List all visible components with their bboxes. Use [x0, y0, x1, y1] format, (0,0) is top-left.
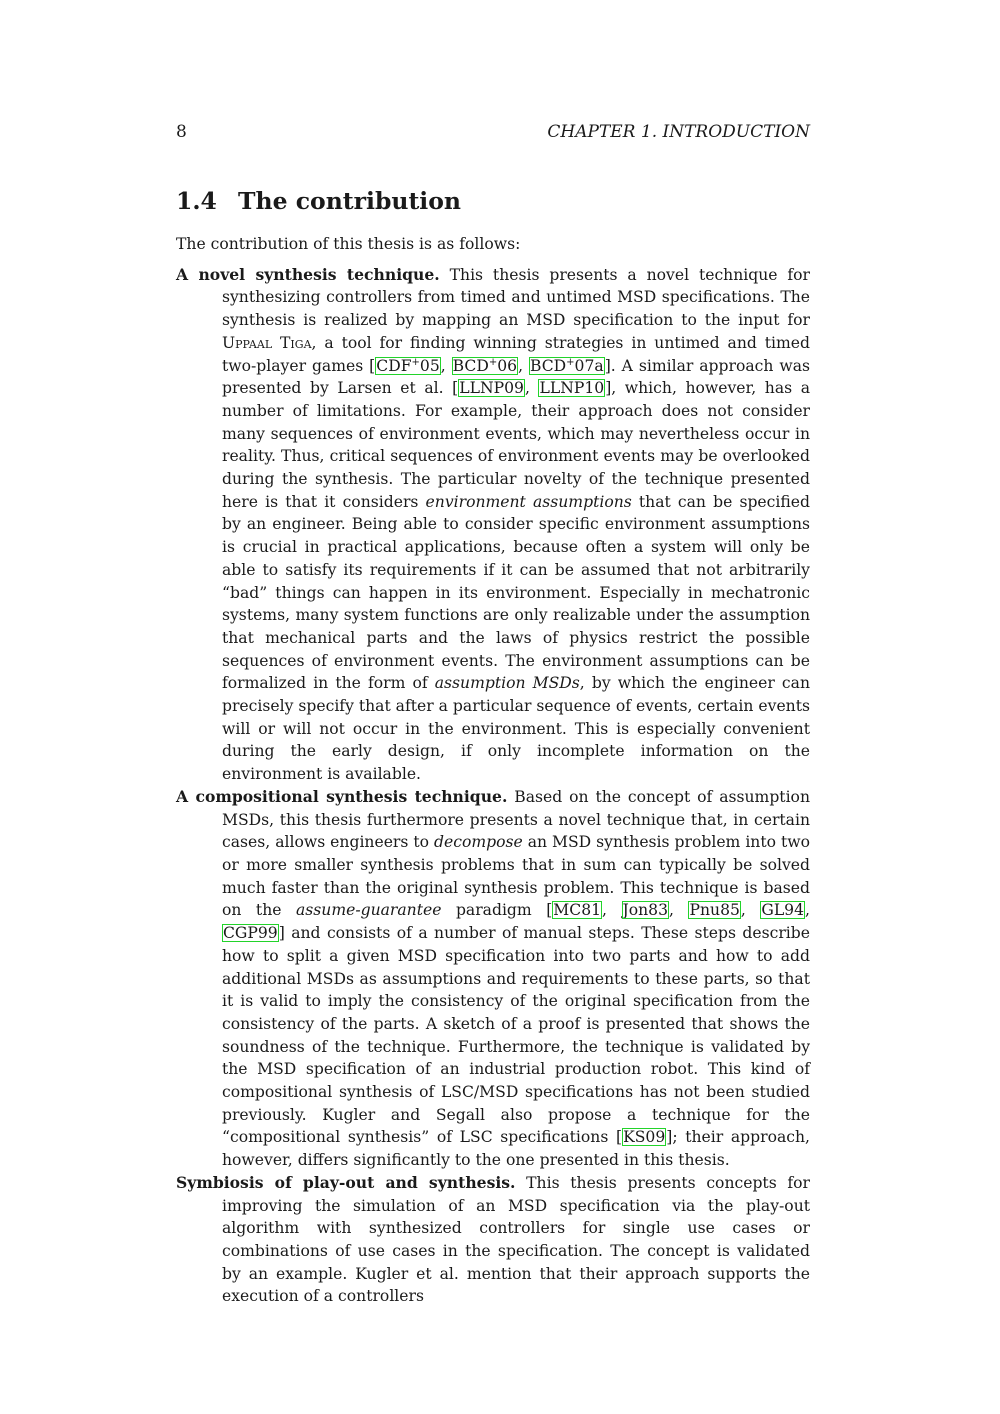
page-number: 8 — [176, 122, 187, 142]
citation-link[interactable]: GL94 — [761, 901, 805, 920]
section-number: 1.4 — [176, 187, 217, 215]
emphasis: assumption MSDs — [434, 674, 580, 693]
item-text: that can be specified by an engineer. Being able to consider specific environment assumptions is crucial in practical applications, because often a system will only be able to satisfy its requirements if it can be assumed that not arbitrarily “bad” things can happen in its environment. Especially in mechatronic systems, many system functions are only realizable under the assumption that mechanical parts and the laws of physics restrict the possible sequences of environment events. The environment assumptions can be formalized in the form of — [222, 492, 810, 693]
citation-link[interactable]: LLNP10 — [539, 379, 605, 398]
running-head: CHAPTER 1. INTRODUCTION — [547, 122, 810, 142]
emphasis: environment assumptions — [425, 492, 632, 511]
contribution-item-compositional-synthesis: A compositional synthesis technique. Based on the concept of assumption MSDs, this thesis furthermore presents a novel technique that, in certain cases, allows engineers to decompose an MSD synthesis problem into two or more smaller synthesis problems that in sum can typically be solved much faster than the original synthesis problem. This technique is based on the assume-guarantee paradigm [MC81, Jon83, Pnu85, GL94, CGP99] and consists of a number of manual steps. These steps describe how to split a given MSD specification into two parts and how to add additional MSDs as assumptions and requirements to these parts, so that it is valid to imply the consistency of the original specification from the consistency of the parts. A sketch of a proof is presented that shows the soundness of the technique. Furthermore, the technique is validated by the MSD specification of an industrial production robot. This kind of compositional synthesis of LSC/MSD specifications has not been studied previously. Kugler and Segall also propose a technique for the “compositional synthesis” of LSC specifications [KS09]; their approach, however, differs significantly to the one presented in this thesis. — [176, 786, 810, 1170]
item-text: , a tool for finding winning strategies in untimed and timed two-player games [ — [222, 333, 810, 375]
citation-link[interactable]: Pnu85 — [689, 901, 740, 920]
item-text: This thesis presents concepts for improving the simulation of an MSD specification via the play-out algorithm with synthesized controllers for single use cases or combinations of use cases in the specification. The concept is validated by an example. Kugler et al. mention that their approach supports the execution of a controllers — [222, 1173, 810, 1306]
item-title: A compositional synthesis technique. — [176, 786, 508, 806]
citation-link[interactable]: BCD+07a — [529, 356, 604, 375]
item-title: Symbiosis of play-out and synthesis. — [176, 1172, 516, 1192]
item-title: A novel synthesis technique. — [176, 264, 440, 284]
item-text: This thesis presents a novel technique for synthesizing controllers from timed and untimed MSD specifications. The synthesis is realized by mapping an MSD specification to the input for — [222, 265, 810, 330]
citation-link[interactable]: BCD+06 — [452, 356, 518, 375]
citation-link[interactable]: MC81 — [553, 901, 602, 920]
citation-link[interactable]: KS09 — [623, 1128, 666, 1147]
body-text — [176, 233, 810, 1308]
contribution-item-novel-synthesis: A novel synthesis technique. This thesis presents a novel technique for synthesizing controllers from timed and untimed MSD specifications. The synthesis is realized by mapping an MSD specification to the input for Uppaal Tiga, a tool for finding winning strategies in untimed and timed two-player games [CDF+05, BCD+06, BCD+07a]. A similar approach was presented by Larsen et al. [LLNP09, LLNP10], which, however, has a number of limitations. For example, their approach does not consider many sequences of environment events, which may nevertheless occur in reality. Thus, critical sequences of environment events may be overlooked during the synthesis. The particular novelty of the technique presented here is that it considers environment assumptions that can be specified by an engineer. Being able to consider specific environment assumptions is crucial in practical applications, because often a system will only be able to satisfy its requirements if it can be assumed that not arbitrarily “bad” things can happen in its environment. Especially in mechatronic systems, many system functions are only realizable under the assumption that mechanical parts and the laws of physics restrict the possible sequences of environment events. The environment assumptions can be formalized in the form of assumption MSDs, by which the engineer can precisely specify that after a particular sequence of events, certain events will or will not occur in the environment. This is especially convenient during the early design, if only incomplete information on the environment is available. — [176, 264, 811, 784]
item-text: ] and consists of a number of manual steps. These steps describe how to split a given MSD specification into two parts and how to add additional MSDs as assumptions and requirements to these parts, so that it is valid to imply the consistency of the original specification from the consistency of the parts. A sketch of a proof is presented that shows the soundness of the technique. Furthermore, the technique is validated by the MSD specification of an industrial production robot. This kind of compositional synthesis of LSC/MSD specifications has not been studied previously. Kugler and Segall also propose a technique for the “compositional synthesis” of LSC specifications [ — [222, 924, 810, 1147]
item-text: Based on the concept of assumption MSDs, this thesis furthermore presents a novel technique that, in certain cases, allows engineers to — [222, 787, 810, 852]
intro-paragraph: The contribution of this thesis is as follows: — [176, 235, 521, 253]
emphasis: assume-guarantee — [295, 901, 442, 920]
item-text: ]; their approach, however, differs significantly to the one presented in this thesis. — [222, 1128, 810, 1170]
section-title: The contribution — [238, 187, 461, 215]
tool-name: Uppaal Tiga — [222, 333, 312, 352]
citation-link[interactable]: Jon83 — [622, 901, 669, 920]
item-text: ], which, however, has a number of limitations. For example, their approach does not consider many sequences of environment events, which may nevertheless occur in reality. Thus, critical sequences of environment events may be overlooked during the synthesis. The particular novelty of the technique presented here is that it considers — [222, 379, 810, 511]
item-text: , by which the engineer can precisely specify that after a particular sequence of events, certain events will or will not occur in the environment. This is especially convenient during the early design, if only incomplete information on the environment is available. — [222, 674, 810, 784]
item-text: an MSD synthesis problem into two or more smaller synthesis problems that in sum can typically be solved much faster than the original synthesis problem. This technique is based on the — [222, 833, 810, 920]
contribution-item-play-out-synthesis — [176, 1172, 810, 1308]
item-text: paradigm [ — [455, 901, 553, 920]
citation-link[interactable]: LLNP09 — [459, 379, 524, 398]
citation-link[interactable]: CGP99 — [223, 924, 278, 943]
citation-link[interactable]: CDF+05 — [376, 356, 440, 375]
item-text: ]. A similar approach was presented by Larsen et al. [ — [222, 356, 811, 398]
emphasis: decompose — [434, 833, 523, 852]
section-heading — [176, 185, 461, 217]
